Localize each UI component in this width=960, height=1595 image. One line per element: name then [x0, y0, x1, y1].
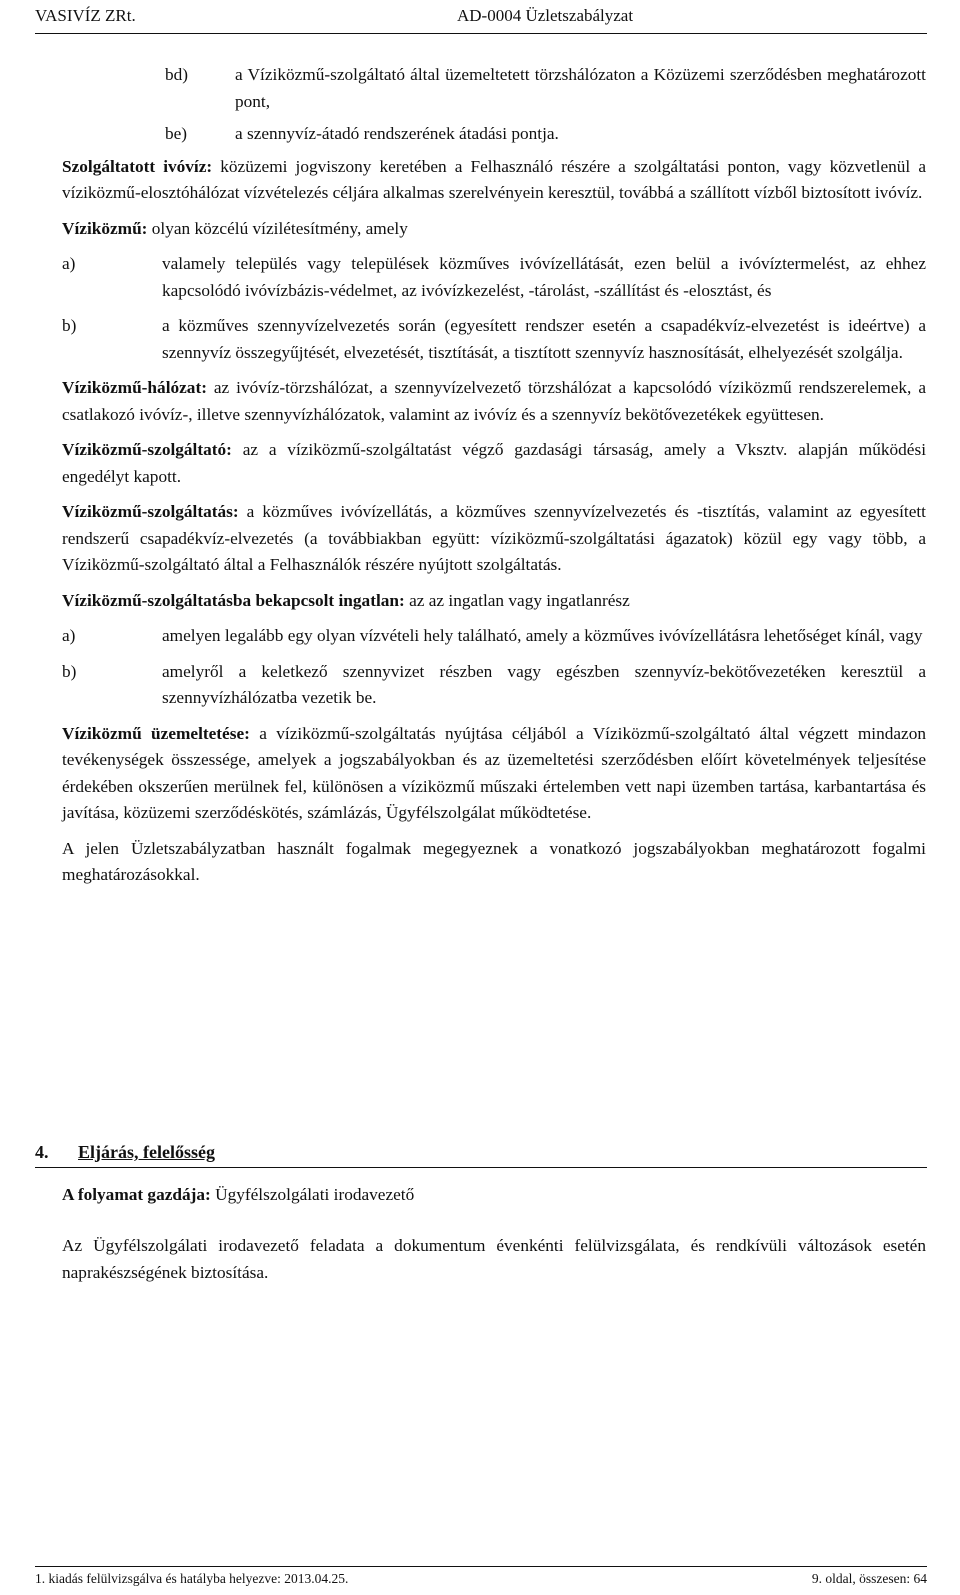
list-item-text: valamely település vagy települések közműves ivóvízellátását, ezen belül a ivóvíztermelést, az ehhez kapcsolódó ivóvízbázis-védelmet, az ivóvízkezelést, -tárolást, -szállítást és -elosztást, és — [162, 254, 926, 300]
list-item-text: a Víziközmű-szolgáltató által üzemeltetett törzshálózaton a Közüzemi szerződésben meghatározott pont, — [235, 65, 926, 111]
company-name: VASIVÍZ ZRt. — [35, 6, 136, 25]
process-owner-value: Ügyfélszolgálati irodavezető — [210, 1185, 415, 1204]
definition-text: olyan közcélú vízilétesítmény, amely — [147, 218, 408, 238]
definition-text: közüzemi jogviszony keretében a Felhasználó részére a szolgáltatási ponton, vagy közvetlenül a víziközmű-elosztóhálózat vízvételezés céljára alkalmas szerelvényein keresztül, továbbá a szállított vízből biztosított ivóvíz. — [62, 156, 926, 202]
definition-halozat — [62, 375, 926, 428]
definition-uzemeltetes — [62, 721, 926, 827]
ingatlan-list — [62, 623, 926, 712]
definition-term: Víziközmű-szolgáltatás: — [62, 502, 239, 521]
definition-text: az ivóvíz-törzshálózat, a szennyvízelvezető törzshálózat a kapcsolódó víziközmű rendszerelemek, a csatlakozó ivóvíz-, illetve szennyvízhálózatok, valamint az ivóvíz és a szennyvíz bekötővezetékek együttesen. — [62, 378, 926, 424]
section-title: Eljárás, felelősség — [78, 1142, 215, 1162]
list-item — [62, 251, 926, 304]
definition-vizikozmu — [62, 216, 926, 243]
definition-szolgaltatott-ivoviz — [62, 154, 926, 207]
list-item-text: a szennyvíz-átadó rendszerének átadási pontja. — [235, 124, 559, 143]
definition-szolgaltatas — [62, 499, 926, 579]
list-item — [62, 623, 926, 650]
definition-text: az az ingatlan vagy ingatlanrész — [404, 590, 630, 610]
definition-ingatlan — [62, 588, 926, 615]
definition-term: Víziközmű-szolgáltató: — [62, 440, 232, 459]
vizikozmu-list — [62, 251, 926, 366]
definition-term: Víziközmű: — [62, 218, 148, 238]
top-list — [165, 62, 926, 148]
process-owner-term: A folyamat gazdája: — [62, 1185, 211, 1204]
section-heading — [35, 1140, 927, 1168]
list-item — [165, 62, 926, 115]
list-item-label: a) — [62, 626, 76, 645]
definition-term: Víziközmű-szolgáltatásba bekapcsolt ingatlan: — [62, 590, 405, 610]
list-item-text: a közműves szennyvízelvezetés során (egyesített rendszer esetén a csapadékvíz-elvezetést is ideértve) a szennyvíz összegyűjtését, elvezetését, tisztítását, a tisztított szennyvíz hasznosítását, elhelyezését szolgálja. — [162, 316, 926, 362]
list-item — [165, 121, 926, 148]
page-number: 9. oldal, összesen: 64 — [811, 1571, 927, 1586]
list-item-label: a) — [62, 254, 76, 273]
revision-info: 1. kiadás felülvizsgálva és hatályba helyezve: 2013.04.25. — [35, 1571, 349, 1586]
list-item-label: be) — [165, 124, 188, 143]
page-footer — [35, 1566, 927, 1591]
list-item-label: b) — [62, 661, 77, 681]
list-item-text: amelyről a keletkező szennyvizet részben vagy egészben szennyvíz-bekötővezetéken keresztül a szennyvízhálózatba vezetik be. — [162, 661, 926, 707]
document-body — [62, 62, 926, 898]
definition-text: az a víziközmű-szolgáltatást végző gazdasági társaság, amely a Vksztv. alapján működési engedélyt kapott. — [62, 440, 926, 486]
list-item — [62, 659, 926, 712]
definition-term: Szolgáltatott ivóvíz: — [62, 156, 213, 176]
definition-term: Víziközmű üzemeltetése: — [62, 723, 250, 743]
definition-text: a víziközmű-szolgáltatás nyújtása céljából a Víziközmű-szolgáltató által végzett mindazon tevékenységek összessége, amelyek a jogszabályokban és az üzemeltetési szerződésben előírt követelmények teljesítése érdekében okszerűen merülnek fel, különösen a víziközmű műszaki értelemben vett napi üzemben tartása, karbantartása és javítása, közüzemi szerződéskötés, számlázás, Ügyfélszolgálat működtetése. — [62, 723, 926, 822]
definition-szolgaltato — [62, 437, 926, 490]
list-item-label: bd) — [165, 65, 189, 84]
definition-term: Víziközmű-hálózat: — [62, 378, 207, 397]
list-item — [62, 313, 926, 366]
list-item-text: amelyen legalább egy olyan vízvételi hely található, amely a közműves ivóvízellátásra lehetőséget kínál, vagy — [162, 626, 923, 645]
document-title: AD-0004 Üzletszabályzat — [457, 6, 634, 25]
definition-text: a közműves ivóvízellátás, a közműves szennyvízelvezetés és -tisztítás, valamint az egyesített rendszerű csapadékvíz-elvezetés (a továbbiakban együtt: víziközmű-szolgáltatási ágazatok) közül egy vagy több, a Víziközmű-szolgáltató által a Felhasználók részére nyújtott szolgáltatás. — [62, 502, 926, 574]
process-owner — [62, 1182, 926, 1209]
section-number: 4. — [35, 1142, 49, 1162]
page-header — [35, 6, 927, 34]
closing-paragraph: A jelen Üzletszabályzatban használt fogalmak megegyeznek a vonatkozó jogszabályokban meghatározott fogalmi meghatározásokkal. — [62, 838, 926, 884]
section-body: Az Ügyfélszolgálati irodavezető feladata a dokumentum évenkénti felülvizsgálata, és rendkívüli változások esetén naprakészségének biztosítása. — [62, 1236, 926, 1282]
list-item-label: b) — [62, 316, 77, 335]
